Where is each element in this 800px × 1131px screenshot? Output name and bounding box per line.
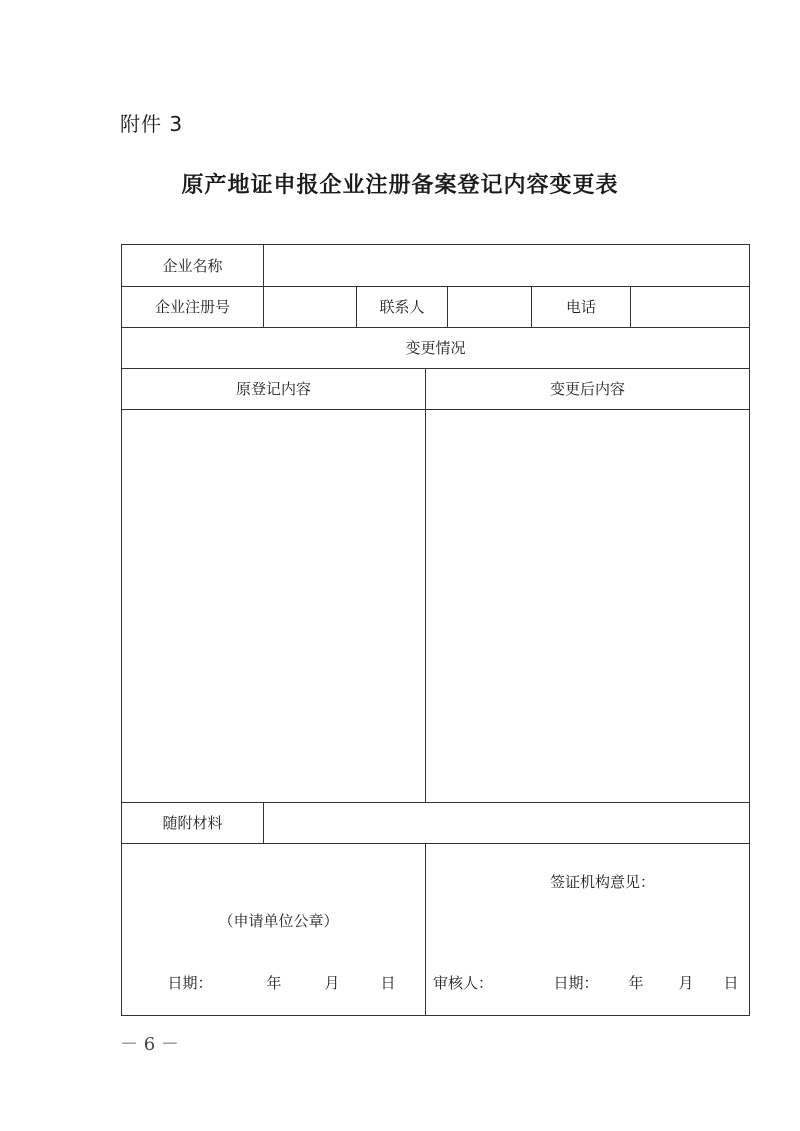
right-year-label: 年 <box>628 973 644 992</box>
left-year-label: 年 <box>266 973 282 992</box>
original-content-field[interactable] <box>122 410 425 802</box>
right-day-label: 日 <box>723 973 739 992</box>
left-date-label: 日期： <box>167 973 213 992</box>
attachment-label: 附件 3 <box>120 112 184 136</box>
right-date-label: 日期： <box>553 973 599 992</box>
registration-no-label: 企业注册号 <box>154 298 230 316</box>
left-month-label: 月 <box>324 973 340 992</box>
attachments-field[interactable] <box>264 802 749 843</box>
left-day-label: 日 <box>380 973 396 992</box>
changed-content-label: 变更后内容 <box>549 380 625 398</box>
contact-label: 联系人 <box>379 298 425 316</box>
reviewer-label: 审核人： <box>432 973 493 992</box>
page-number: － 6 － <box>120 1034 179 1055</box>
change-section-label: 变更情况 <box>405 339 466 357</box>
contact-field[interactable] <box>448 286 531 327</box>
registration-no-field[interactable] <box>264 286 356 327</box>
original-content-label: 原登记内容 <box>235 380 311 398</box>
applicant-seal-text: （申请单位公章） <box>218 911 339 930</box>
right-month-label: 月 <box>678 973 694 992</box>
phone-field[interactable] <box>631 286 749 327</box>
attachments-label: 随附材料 <box>162 814 223 832</box>
changed-content-field[interactable] <box>426 410 749 802</box>
form-title: 原产地证申报企业注册备案登记内容变更表 <box>181 173 619 198</box>
phone-label: 电话 <box>565 298 596 316</box>
company-name-label: 企业名称 <box>162 257 223 275</box>
row-divider <box>122 843 749 844</box>
company-name-field[interactable] <box>264 245 749 286</box>
visa-opinion-label: 签证机构意见： <box>549 872 655 891</box>
change-form-table <box>121 244 750 1016</box>
